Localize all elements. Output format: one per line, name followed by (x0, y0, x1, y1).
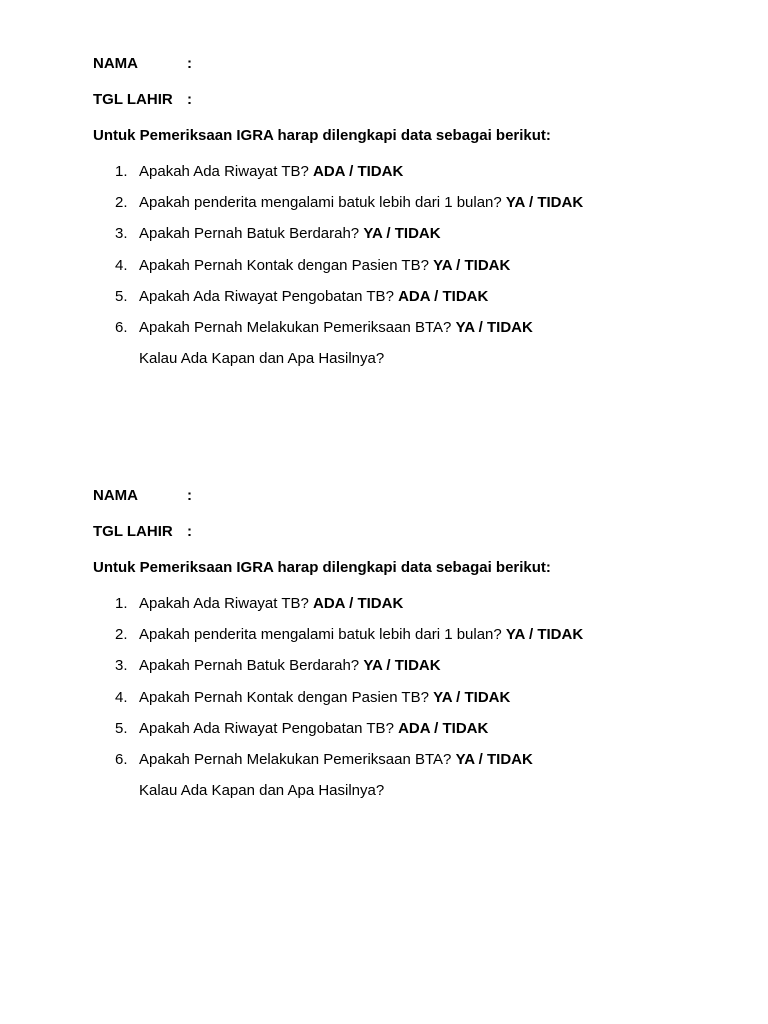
question-number: 1. (115, 595, 128, 612)
question-number: 2. (115, 194, 128, 212)
question-item (93, 594, 733, 614)
question-text: Apakah Pernah Melakukan Pemeriksaan BTA? (139, 318, 452, 336)
question-text: Apakah Ada Riwayat Pengobatan TB? (139, 719, 394, 737)
question-number: 6. (115, 318, 128, 336)
question-item (93, 162, 733, 182)
follow-up-question (93, 781, 733, 801)
question-number: 5. (115, 719, 128, 737)
question-text: Apakah Ada Riwayat TB? (139, 163, 309, 180)
question-answer-options: YA / TIDAK (433, 256, 511, 274)
nama-colon: : (187, 487, 192, 504)
question-answer-options: YA / TIDAK (363, 657, 441, 675)
question-item (93, 256, 733, 276)
question-number: 6. (115, 750, 128, 768)
question-answer-options: ADA / TIDAK (398, 287, 489, 305)
question-item (93, 656, 733, 676)
question-item (93, 318, 733, 338)
question-text: Apakah penderita mengalami batuk lebih dari 1 bulan? (139, 194, 502, 212)
nama-field (93, 54, 733, 74)
question-number: 5. (115, 287, 128, 305)
tgl-lahir-colon: : (187, 91, 192, 108)
question-answer-options: YA / TIDAK (505, 626, 584, 644)
question-text: Apakah Pernah Batuk Berdarah? (139, 225, 360, 243)
question-item (93, 750, 733, 770)
tgl-lahir-label: TGL LAHIR (93, 523, 173, 540)
question-number: 4. (115, 688, 128, 706)
tgl-lahir-label: TGL LAHIR (93, 91, 173, 108)
question-answer-options: YA / TIDAK (505, 194, 584, 212)
question-text: Apakah Ada Riwayat Pengobatan TB? (139, 287, 394, 305)
igra-form-2 (93, 486, 733, 801)
question-number: 3. (115, 657, 128, 675)
nama-colon: : (187, 55, 192, 72)
follow-up-text: Kalau Ada Kapan dan Apa Hasilnya? (139, 782, 385, 800)
question-text: Apakah Ada Riwayat TB? (139, 595, 309, 612)
question-answer-options: ADA / TIDAK (313, 163, 404, 180)
question-answer-options: YA / TIDAK (455, 318, 533, 336)
tgl-lahir-field (93, 90, 733, 110)
question-text: Apakah Pernah Kontak dengan Pasien TB? (139, 688, 429, 706)
follow-up-question (93, 349, 733, 369)
question-number: 1. (115, 163, 128, 180)
question-list (93, 162, 733, 338)
follow-up-text: Kalau Ada Kapan dan Apa Hasilnya? (139, 350, 385, 368)
question-item (93, 193, 733, 213)
question-number: 2. (115, 626, 128, 644)
question-answer-options: ADA / TIDAK (398, 719, 489, 737)
nama-field (93, 486, 733, 506)
question-item (93, 719, 733, 739)
question-answer-options: YA / TIDAK (455, 750, 533, 768)
form-intro: Untuk Pemeriksaan IGRA harap dilengkapi data sebagai berikut: (93, 559, 551, 576)
question-text: Apakah Pernah Kontak dengan Pasien TB? (139, 256, 429, 274)
question-number: 4. (115, 256, 128, 274)
question-answer-options: YA / TIDAK (433, 688, 511, 706)
question-answer-options: ADA / TIDAK (313, 595, 404, 612)
tgl-lahir-colon: : (187, 523, 192, 540)
question-item (93, 625, 733, 645)
question-text: Apakah Pernah Melakukan Pemeriksaan BTA? (139, 750, 452, 768)
nama-label: NAMA (93, 487, 138, 504)
question-item (93, 224, 733, 244)
question-list (93, 594, 733, 770)
nama-label: NAMA (93, 55, 138, 72)
igra-form-1 (93, 54, 733, 369)
question-number: 3. (115, 225, 128, 243)
question-text: Apakah Pernah Batuk Berdarah? (139, 657, 360, 675)
question-item (93, 688, 733, 708)
question-item (93, 287, 733, 307)
form-intro: Untuk Pemeriksaan IGRA harap dilengkapi data sebagai berikut: (93, 127, 551, 144)
question-text: Apakah penderita mengalami batuk lebih dari 1 bulan? (139, 626, 502, 644)
question-answer-options: YA / TIDAK (363, 225, 441, 243)
tgl-lahir-field (93, 522, 733, 542)
